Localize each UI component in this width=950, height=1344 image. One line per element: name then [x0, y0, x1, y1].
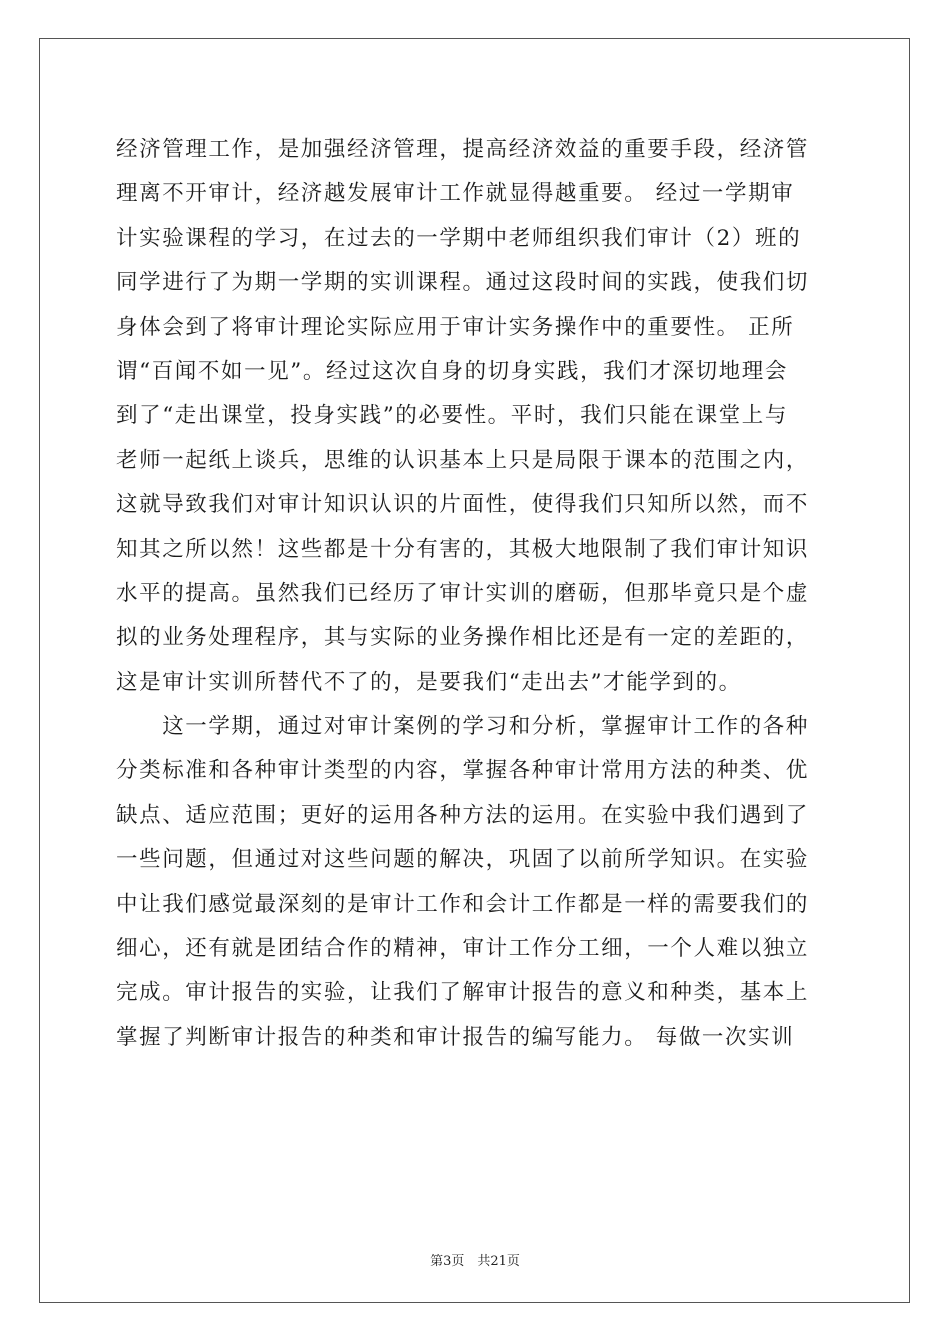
text-line: 同学进行了为期一学期的实训课程。通过这段时间的实践，使我们切	[116, 270, 810, 296]
text-line: 这就导致我们对审计知识认识的片面性，使得我们只知所以然，而不	[116, 492, 810, 518]
text-line: 身体会到了将审计理论实际应用于审计实务操作中的重要性。 正所	[116, 314, 795, 340]
text-line: 知其之所以然！这些都是十分有害的，其极大地限制了我们审计知识	[116, 536, 810, 562]
text-line: 这一学期，通过对审计案例的学习和分析，掌握审计工作的各种	[116, 714, 810, 740]
text-line: 谓“百闻不如一见”。经过这次自身的切身实践，我们才深切地理会	[116, 358, 788, 384]
text-line: 经济管理工作，是加强经济管理，提高经济效益的重要手段，经济管	[116, 137, 810, 162]
text-line: 完成。审计报告的实验，让我们了解审计报告的意义和种类，基本上	[116, 980, 810, 1006]
text-line: 这是审计实训所替代不了的，是要我们“走出去”才能学到的。	[116, 669, 742, 695]
text-line: 拟的业务处理程序，其与实际的业务操作相比还是有一定的差距的，	[116, 625, 810, 651]
text-line: 分类标准和各种审计类型的内容，掌握各种审计常用方法的种类、优	[116, 758, 810, 784]
text-line: 计实验课程的学习，在过去的一学期中老师组织我们审计（2）班的	[116, 225, 802, 251]
text-line: 到了“走出课堂，投身实践”的必要性。平时，我们只能在课堂上与	[116, 403, 788, 429]
text-line: 老师一起纸上谈兵，思维的认识基本上只是局限于课本的范围之内，	[116, 447, 810, 473]
text-line: 水平的提高。虽然我们已经历了审计实训的磨砺，但那毕竟只是个虚	[116, 580, 810, 606]
text-line: 缺点、适应范围；更好的运用各种方法的运用。在实验中我们遇到了	[116, 802, 810, 828]
text-line: 细心，还有就是团结合作的精神，审计工作分工细，一个人难以独立	[116, 936, 810, 962]
text-line: 理离不开审计，经济越发展审计工作就显得越重要。 经过一学期审	[116, 181, 795, 207]
text-line: 掌握了判断审计报告的种类和审计报告的编写能力。 每做一次实训	[116, 1024, 795, 1050]
page-number: 第3页 共21页	[430, 1254, 520, 1269]
text-line: 一些问题，但通过对这些问题的解决，巩固了以前所学知识。在实验	[116, 847, 810, 873]
text-line: 中让我们感觉最深刻的是审计工作和会计工作都是一样的需要我们的	[116, 891, 810, 917]
document-body	[116, 128, 836, 1060]
